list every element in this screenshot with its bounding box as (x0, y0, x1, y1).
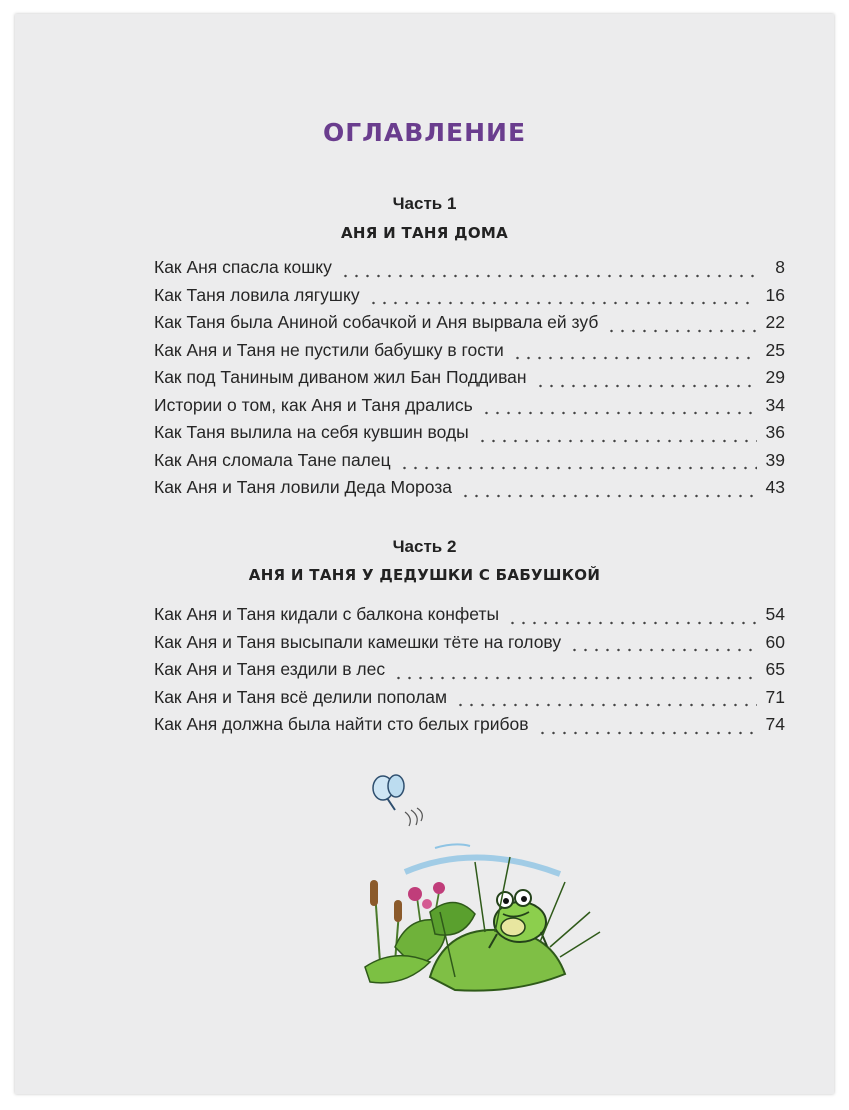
dot-leader (481, 410, 757, 416)
toc-entry[interactable] (154, 422, 785, 450)
entry-page: 39 (765, 449, 785, 470)
entry-title: Как Аня спасла кошку (154, 257, 332, 277)
entry-title: Как Аня и Таня высыпали камешки тёте на голову (154, 631, 562, 652)
toc-entry[interactable] (154, 285, 785, 313)
toc-entry[interactable] (154, 687, 785, 715)
entry-title: Как Аня и Таня ловили Деда Мороза (154, 477, 452, 497)
entry-page: 60 (765, 631, 785, 652)
dot-leader (537, 730, 757, 736)
dot-leader (535, 383, 757, 389)
entry-page: 29 (765, 367, 785, 387)
entry-page: 16 (765, 284, 785, 305)
toc-entry[interactable] (154, 395, 785, 423)
entry-page: 34 (765, 394, 785, 415)
toc-entry[interactable] (154, 604, 785, 632)
book-page (15, 14, 834, 1094)
dot-leader (512, 355, 757, 361)
dot-leader (368, 300, 757, 306)
entry-title: Как Аня и Таня всё делили пополам (154, 686, 448, 707)
entry-page: 36 (765, 422, 785, 442)
part-1-title: АНЯ И ТАНЯ ДОМА (340, 224, 509, 242)
entry-title: Как Аня и Таня кидали с балкона конфеты (154, 604, 500, 624)
toc-entry[interactable] (154, 367, 785, 395)
toc-entry[interactable] (154, 659, 785, 687)
entry-page: 8 (775, 257, 785, 277)
toc-entry[interactable] (154, 632, 785, 660)
entry-title: Как Аня сломала Тане палец (154, 449, 391, 470)
frog-on-rock-illustration (335, 762, 615, 1002)
entry-title: Как Аня должна была найти сто белых грибов (154, 714, 529, 734)
dot-leader (606, 328, 757, 334)
part-1-entries (154, 257, 785, 505)
dot-leader (460, 493, 757, 499)
toc-entry[interactable] (154, 477, 785, 505)
dot-leader (569, 647, 757, 653)
butterfly-icon (373, 775, 422, 826)
part-2-number: Часть 2 (392, 537, 457, 556)
entry-title: Как Аня и Таня ездили в лес (154, 659, 386, 679)
part-2-entries (154, 604, 785, 742)
entry-title: Как Таня ловила лягушку (154, 284, 360, 305)
entry-title: Истории о том, как Аня и Таня дрались (154, 394, 473, 415)
dot-leader (393, 675, 757, 681)
dot-leader (399, 465, 757, 471)
entry-page: 54 (765, 604, 785, 624)
dot-leader (507, 620, 757, 626)
entry-page: 74 (765, 714, 785, 734)
dot-leader (477, 438, 757, 444)
dot-leader (455, 702, 757, 708)
entry-title: Как Таня была Аниной собачкой и Аня вырвала ей зуб (154, 312, 599, 332)
part-2-title: АНЯ И ТАНЯ У ДЕДУШКИ С БАБУШКОЙ (248, 566, 601, 584)
entry-title: Как под Таниным диваном жил Бан Поддиван (154, 367, 527, 387)
entry-page: 22 (765, 312, 785, 332)
entry-page: 71 (765, 686, 785, 707)
entry-page: 25 (765, 339, 785, 360)
toc-entry[interactable] (154, 714, 785, 742)
toc-entry[interactable] (154, 340, 785, 368)
entry-page: 43 (765, 477, 785, 497)
toc-entry[interactable] (154, 450, 785, 478)
entry-title: Как Аня и Таня не пустили бабушку в гости (154, 339, 504, 360)
entry-page: 65 (765, 659, 785, 679)
toc-entry[interactable] (154, 312, 785, 340)
dot-leader (340, 273, 757, 279)
part-1-number: Часть 1 (392, 194, 457, 213)
toc-title: ОГЛАВЛЕНИЕ (322, 118, 527, 147)
toc-entry[interactable] (154, 257, 785, 285)
entry-title: Как Таня вылила на себя кувшин воды (154, 422, 469, 442)
